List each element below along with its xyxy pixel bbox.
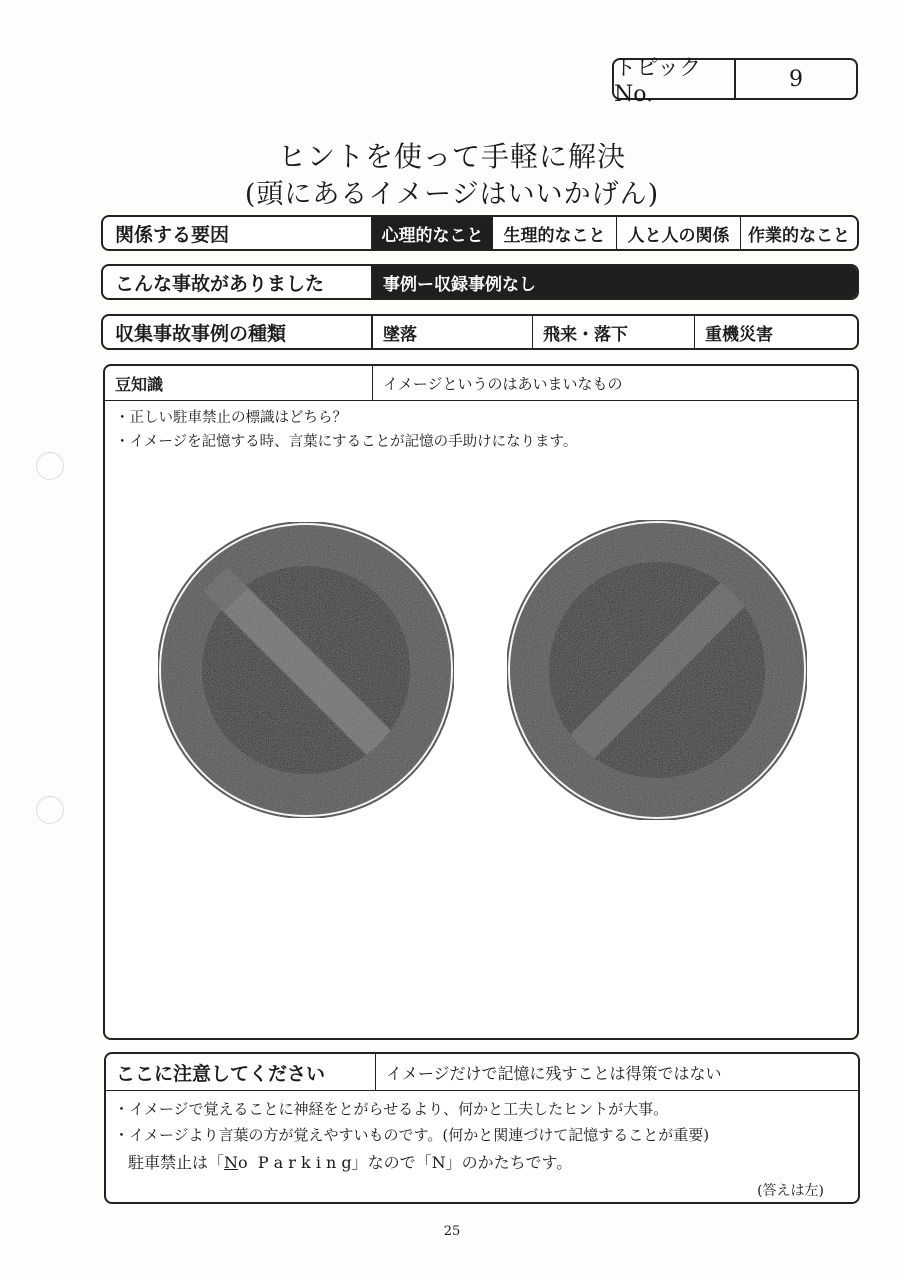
topic-number: 9 [789,66,803,92]
caution-label: ここに注意してください [106,1054,376,1090]
caution-note [128,1150,572,1173]
page-title: ヒントを使って手軽に解決 [277,140,626,173]
trivia-label: 豆知識 [105,366,373,400]
page-number: 25 [443,1224,461,1239]
types-label: 収集事故事例の種類 [103,316,373,348]
caution-bullet: ・イメージより言葉の方が覚えやすいものです。(何かと関連づけて記憶することが重要) [114,1126,710,1144]
note-prefix: 駐車禁止は「 [128,1153,225,1172]
topic-label: トピックNo. [614,60,736,98]
factor-interpersonal: 人と人の関係 [617,217,741,249]
left-sign [158,522,454,818]
trivia-bullet: ・イメージを記憶する時、言葉にすることが記憶の手助けになります。 [115,434,578,450]
factors-label: 関係する要因 [103,217,373,249]
factor-work: 作業的なこと [748,225,850,246]
factor-psychological: 心理的なこと [373,217,493,249]
note-underlined-n: N [224,1153,239,1172]
type-falling-object: 飛来・落下 [533,316,695,348]
trivia-summary: イメージというのはあいまいなもの [383,374,623,393]
caution-bullet: ・イメージで覚えることに神経をとがらせるより、何かと工夫したヒントが大事。 [114,1100,669,1118]
punch-hole [36,452,64,480]
no-parking-signs [105,366,857,1038]
right-sign [507,520,807,820]
type-heavy-machinery: 重機災害 [705,324,773,345]
topic-number-box [612,56,858,107]
type-fall: 墜落 [373,316,533,348]
punch-hole [36,796,64,824]
factors-row [101,215,859,251]
trivia-panel [103,364,859,1040]
caution-panel [104,1052,860,1204]
accident-label: こんな事故がありました [103,266,373,298]
caution-summary: イメージだけで記憶に残すことは得策ではない [386,1063,722,1083]
note-rest: o P a r k i n g」なので「N」のかたちです。 [238,1153,573,1172]
types-row [101,314,859,350]
factor-physiological: 生理的なこと [493,217,617,249]
accident-row [101,264,859,300]
page-subtitle: (頭にあるイメージはいいかげん) [244,179,660,210]
answer-note: (答えは左) [757,1183,824,1199]
trivia-bullet: ・正しい駐車禁止の標識はどちら？ [115,410,347,426]
accident-value: 事例ー収録事例なし [373,266,857,298]
